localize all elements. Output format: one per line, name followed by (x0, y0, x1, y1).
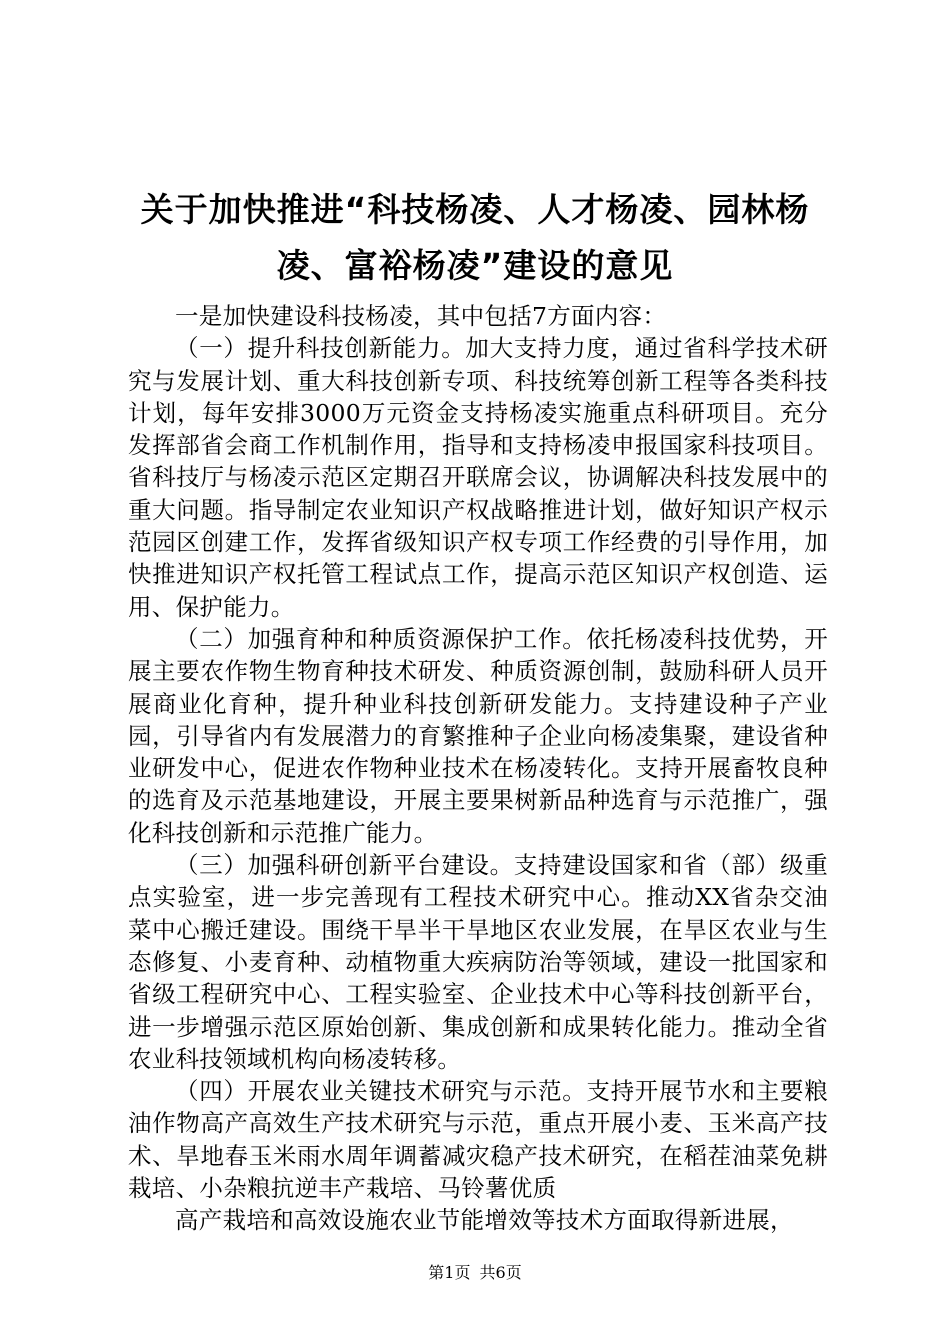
section-1-paragraph: （一）提升科技创新能力。加大支持力度，通过省科学技术研究与发展计划、重大科技创新专项、科技统筹创新工程等各类科技计划，每年安排3000万元资金支持杨凌实施重点科研项目。充分发挥部省会商工作机制作用，指导和支持杨凌申报国家科技项目。省科技厅与杨凌示范区定期召开联席会议，协调解决科技发展中的重大问题。指导制定农业知识产权战略推进计划，做好知识产权示范园区创建工作，发挥省级知识产权专项工作经费的引导作用，加快推进知识产权托管工程试点工作，提高示范区知识产权创造、运用、保护能力。 (128, 334, 828, 621)
document-title-line-2: 凌、富裕杨凌”建设的意见 (276, 246, 674, 285)
page-number: 第1页 (428, 1263, 471, 1282)
document-title-line-1: 关于加快推进“科技杨凌、人才杨凌、园林杨 (140, 190, 810, 229)
document-body (128, 300, 828, 1237)
continuation-paragraph: 高产栽培和高效设施农业节能增效等技术方面取得新进展， (175, 1206, 794, 1235)
section-3-paragraph: （三）加强科研创新平台建设。支持建设国家和省（部）级重点实验室，进一步完善现有工程技术研究中心。推动XX省杂交油菜中心搬迁建设。围绕干旱半干旱地区农业发展，在旱区农业与生态修复、小麦育种、动植物重大疾病防治等领域，建设一批国家和省级工程研究中心、工程实验室、企业技术中心等科技创新平台，进一步增强示范区原始创新、集成创新和成果转化能力。推动全省农业科技领域机构向杨凌转移。 (128, 851, 828, 1073)
section-4-paragraph: （四）开展农业关键技术研究与示范。支持开展节水和主要粮油作物高产高效生产技术研究与示范，重点开展小麦、玉米高产技术、旱地春玉米雨水周年调蓄减灾稳产技术研究，在稻茬油菜免耕栽培、小杂粮抗逆丰产栽培、马铃薯优质 (128, 1077, 828, 1203)
total-pages: 共6页 (479, 1263, 522, 1282)
page-footer (0, 1263, 950, 1283)
section-2-paragraph: （二）加强育种和种质资源保护工作。依托杨凌科技优势，开展主要农作物生物育种技术研发、种质资源创制，鼓励科研人员开展商业化育种，提升种业科技创新研发能力。支持建设种子产业园，引导省内有发展潜力的育繁推种子企业向杨凌集聚，建设省种业研发中心，促进农作物种业技术在杨凌转化。支持开展畜牧良种的选育及示范基地建设，开展主要果树新品种选育与示范推广，强化科技创新和示范推广能力。 (128, 624, 828, 847)
intro-paragraph: 一是加快建设科技杨凌，其中包括7方面内容： (175, 302, 667, 330)
